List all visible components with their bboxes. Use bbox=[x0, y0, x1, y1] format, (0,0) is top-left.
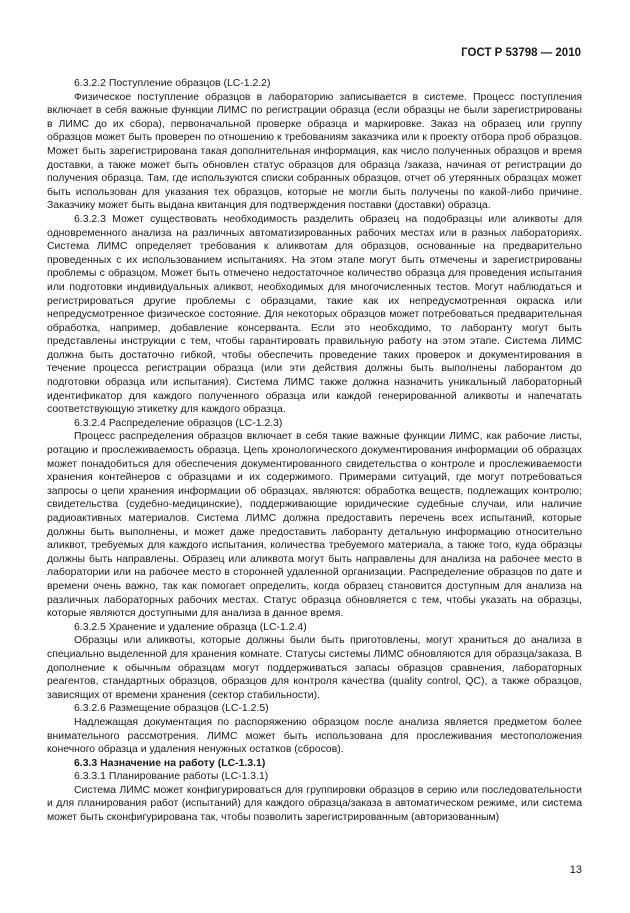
paragraph: Образцы или аликвоты, которые должны были быть приготовлены, могут храниться до анализа в специально выделенной для хранения комнате. Статусы системы ЛИМС обновляются для образца/заказа. В дополнение к обычным образцам могут поддерживаться запасы образцов сравнения, лабораторных реагентов, стандартных образцов, образцов для контроля качества (quality control, QC), а также образцов, зависящих от времени хранения (сектор стабильности). bbox=[47, 635, 582, 701]
page-number: 13 bbox=[569, 864, 582, 876]
section-heading: 6.3.2.6 Размещение образцов (LC-1.2.5) bbox=[74, 703, 269, 715]
paragraph: 6.3.2.3 Может существовать необходимость разделить образец на подобразцы или аликвоты для одновременного анализа на различных автоматизированных рабочих местах или в разных лабораториях. Система ЛИМС определяет требования к аликвотам для образцов, основанные на предварительно проведенных с их использованием испытаниях. На этом этапе могут быть отмечены и зарегистрированы проблемы с образцом. Может быть отмечено недостаточное количество образца для проведения испытания или подготовки индивидуальных аликвот, необходимых для многочисленных тестов. Могут наблюдаться и регистрироваться другие проблемы с образцами, такие как их непредусмотренная окраска или непредусмотренное физическое состояние. Для некоторых образцов может потребоваться предварительная обработка, например, добавление консерванта. Если это необходимо, то лаборанту могут быть представлены инструкции с тем, чтобы гарантировать правильную работу на этом этапе. Система ЛИМС должна быть достаточно гибкой, чтобы обеспечить проведение таких проверок и документирования в течение процесса регистрации образца (или эти действия должны быть выполнены лаборантом до подготовки образца или испытания). Система ЛИМС также должна назначить уникальный лабораторный идентификатор для каждого полученного образца или каждой генерированной аликвоты и напечатать соответствующую этикетку для каждого образца. bbox=[47, 213, 582, 416]
paragraph: Надлежащая документация по распоряжению образцом после анализа является предметом более внимательного рассмотрения. ЛИМС может быть использована для прослеживания местоположения конечного образца и удаления ненужных остатков (сбросов). bbox=[47, 716, 582, 756]
section-heading-bold: 6.3.3 Назначение на работу (LC-1.3.1) bbox=[74, 757, 266, 769]
section-heading: 6.3.2.4 Распределение образцов (LC-1.2.3) bbox=[74, 417, 283, 429]
paragraph: Процесс распределения образцов включает в себя такие важные функции ЛИМС, как рабочие листы, ротацию и прослеживаемость образца. Цепь хронологического документирования информации об образцах может понадобиться для обеспечения документированного свидетельства о контроле и прослеживаемости хранения контейнеров с образцами и их содержимого. Примерами ситуаций, где могут потребоваться запросы о цепи хранения информации об образцах, являются: обработка веществ, подлежащих контролю; свидетельства (судебно-медицинские), поддерживающие юридические судебные случаи, или наличие радиоактивных материалов. Система ЛИМС должна предоставить перечень всех испытаний, которые должны быть выполнены, и может даже предоставить лаборанту детальную информацию относительно аликвот, требуемых для каждого испытания, количества требуемого материала, а также того, куда образцы должны быть направлены. Образец или аликвота могут быть направлены для анализа на рабочее место в лаборатории или на рабочее место в сторонней удаленной организации. Распределение образцов по дате и времени очень важно, так как помогает определить, когда образец становится доступным для анализа на различных лабораторных рабочих местах. Статус образца обновляется с тем, чтобы указать на образцы, которые являются доступными для анализа в данное время. bbox=[47, 431, 582, 620]
standard-header: ГОСТ Р 53798 — 2010 bbox=[461, 47, 581, 59]
paragraph: Система ЛИМС может конфигурироваться для группировки образцов в серию или последовательности и для планирования работ (испытаний) для каждого образца/заказа в автоматическом режиме, или система может быть сконфигурирована так, чтобы позволить зарегистрированным (авторизованным) bbox=[47, 784, 582, 824]
section-heading: 6.3.2.2 Поступление образцов (LC-1.2.2) bbox=[74, 78, 271, 89]
section-heading: 6.3.2.5 Хранение и удаление образца (LC-1.2.4) bbox=[74, 621, 307, 633]
paragraph: Физическое поступление образцов в лабораторию записывается в системе. Процесс поступления включает в себя важные функции ЛИМС по регистрации образца (если образцы не были зарегистрированы в ЛИМС до их сбора), первоначальной проверке образца и маркировке. Заказ на образец или группу образцов может быть проверен по отношению к требованиям заказчика или к проекту отбора проб образцов. Может быть зарегистрирована такая дополнительная информация, как число полученных образцов и время доставки, а также может быть обновлен статус образцов для образца /заказа, начиная от регистрации до получения образца. Там, где используются списки собранных образцов, отчет об утерянных образцах может быть использован для указания тех образцов, которые не могли быть получены по какой-либо причине. Заказчику может быть выдана квитанция для подтверждения поставки (доставки) образца. bbox=[47, 91, 582, 212]
document-body bbox=[47, 77, 582, 825]
section-heading: 6.3.3.1 Планирование работы (LC-1.3.1) bbox=[74, 771, 269, 783]
